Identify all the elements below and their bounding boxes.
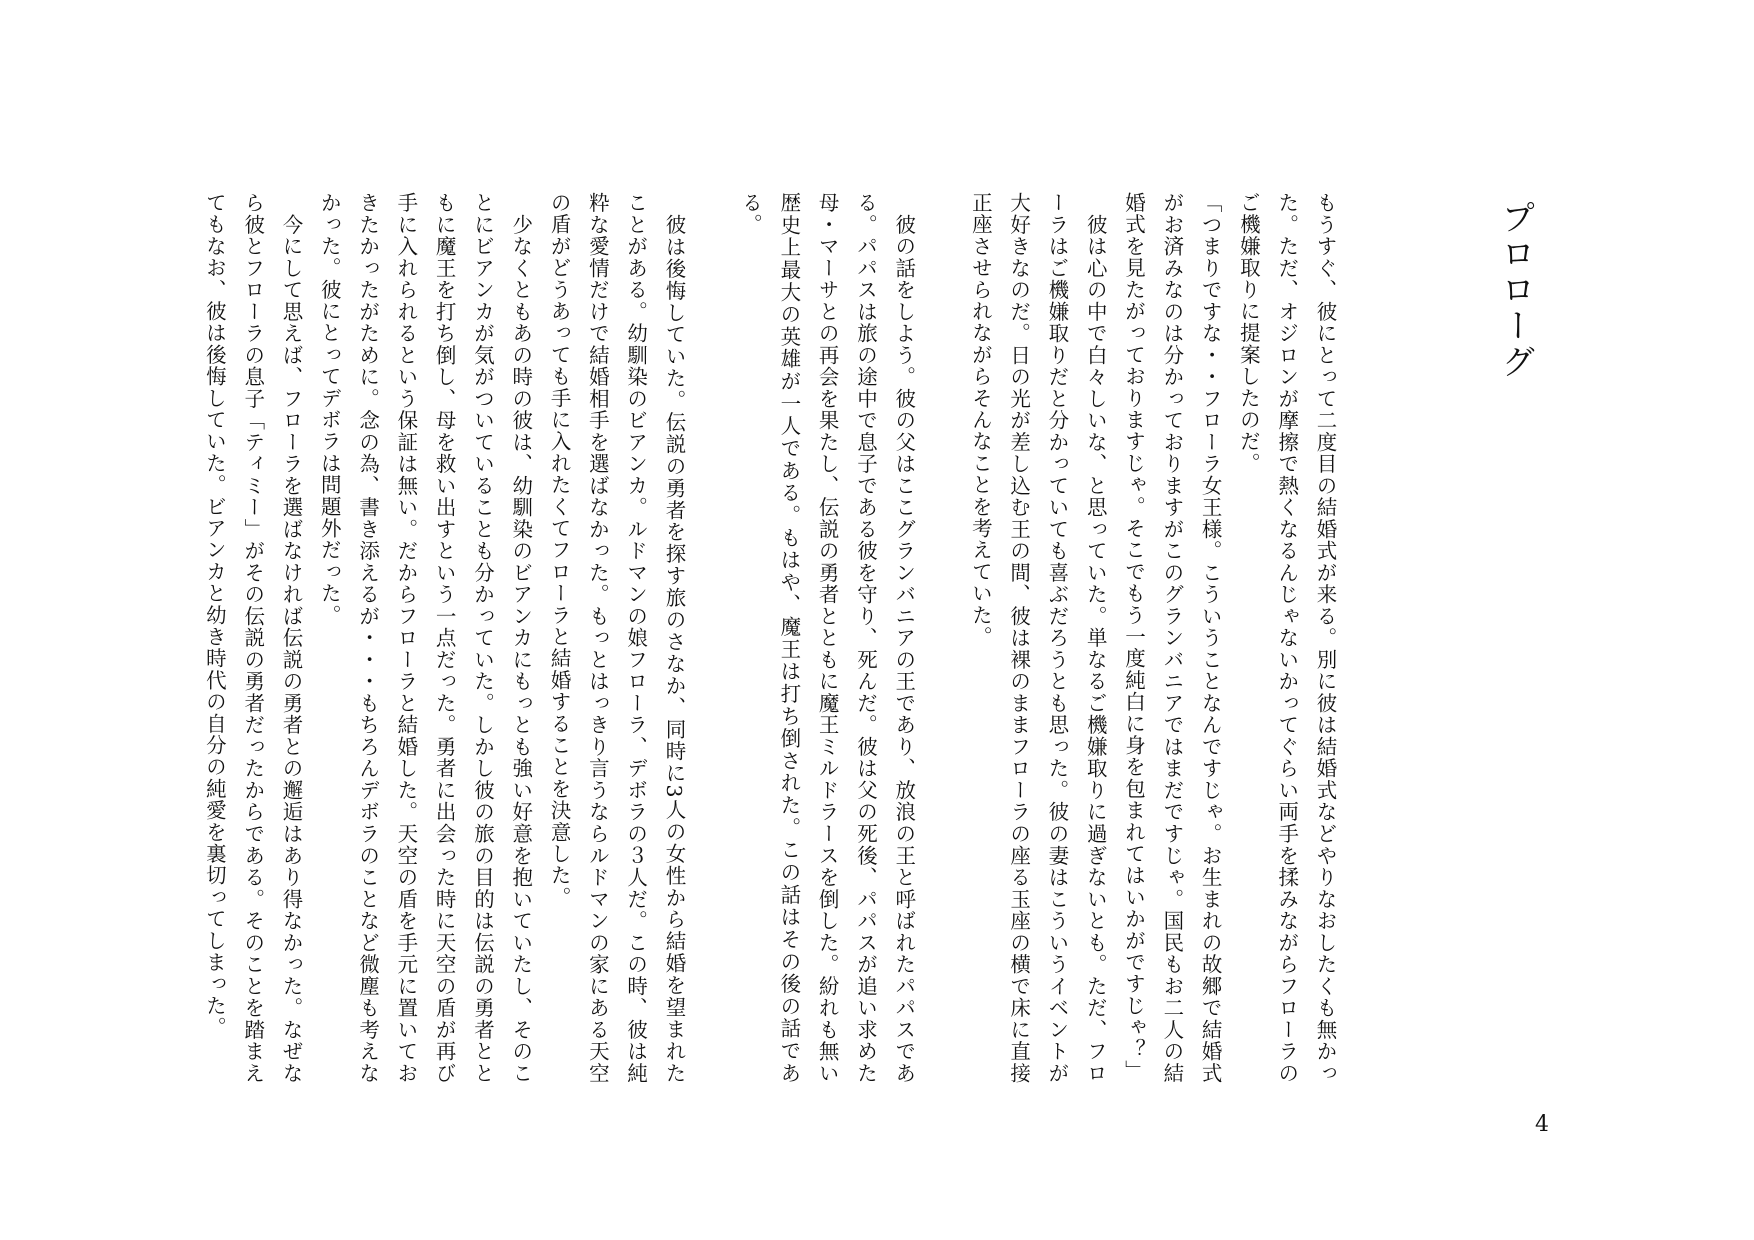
page-number: 4 <box>1535 1112 1549 1137</box>
paragraph: 「つまりですな・・フローラ女王様。こういうことなんですじゃ。お生まれの故郷で結婚式がお済みなのは分かっておりますがこのグランバニアではまだですじゃ。国民もお二人の結婚式を見たがっておりますじゃ。そこでもう一度純白に身を包まれてはいかがですじゃ？」 <box>1121 192 1223 1084</box>
paragraph: 少なくともあの時の彼は、幼馴染のビアンカにもっとも強い好意を抱いていたし、そのことにビアンカが気がついていることも分かっていた。しかし彼の旅の目的は伝説の勇者とともに魔王を打ち倒し、母を救い出すという一点だった。勇者に出会った時に天空の盾が再び手に入れられるという保証は無い。だからフローラと結婚した。天空の盾を手元に置いておきたかったがために。念の為、書き添えるが・・・もちろんデボラのことなど微塵も考えなかった。彼にとってデボラは問題外だった。 <box>317 192 533 1084</box>
chapter-title: プロローグ <box>1495 200 1535 380</box>
blank-line <box>923 192 961 1084</box>
body-text <box>195 192 1344 1084</box>
paragraph: 彼は後悔していた。伝説の勇者を探す旅のさなか、同時に3人の女性から結婚を望まれたことがある。幼馴染のビアンカ。ルドマンの娘フローラ、デボラの３人だ。この時、彼は純粋な愛情だけで結婚相手を選ばなかった。もっとはっきり言うならルドマンの家にある天空の盾がどうあっても手に入れたくてフローラと結婚することを決意した。 <box>547 192 686 1084</box>
blank-line <box>693 192 731 1084</box>
paragraph: もうすぐ、彼にとって二度目の結婚式が来る。別に彼は結婚式などやりなおしたくも無かった。ただ、オジロンが摩擦で熱くなるんじゃないかってぐらい両手を揉みながらフローラのご機嫌取りに提案したのだ。 <box>1236 192 1337 1084</box>
paragraph: 今にして思えば、フローラを選ばなければ伝説の勇者との邂逅はあり得なかった。なぜなら彼とフローラの息子「ティミー」がその伝説の勇者だったからである。そのことを踏まえてもなお、彼は後悔していた。ビアンカと幼き時代の自分の純愛を裏切ってしまった。 <box>202 192 303 1084</box>
paragraph: 彼の話をしよう。彼の父はここグランバニアの王であり、放浪の王と呼ばれたパパスである。パパスは旅の途中で息子である彼を守り、死んだ。彼は父の死後、パパスが追い求めた母・マーサとの再会を果たし、伝説の勇者とともに魔王ミルドラースを倒した。紛れも無い歴史上最大の英雄が一人である。もはや、魔王は打ち倒された。この話はその後の話である。 <box>738 192 916 1084</box>
paragraph: 彼は心の中で白々しいな、と思っていた。単なるご機嫌取りに過ぎないとも。ただ、フローラはご機嫌取りだと分かっていても喜ぶだろうとも思った。彼の妻はこういうイベントが大好きなのだ。日の光が差し込む王の間、彼は裸のままフローラの座る玉座の横で床に直接正座させられながらそんなことを考えていた。 <box>968 192 1108 1084</box>
